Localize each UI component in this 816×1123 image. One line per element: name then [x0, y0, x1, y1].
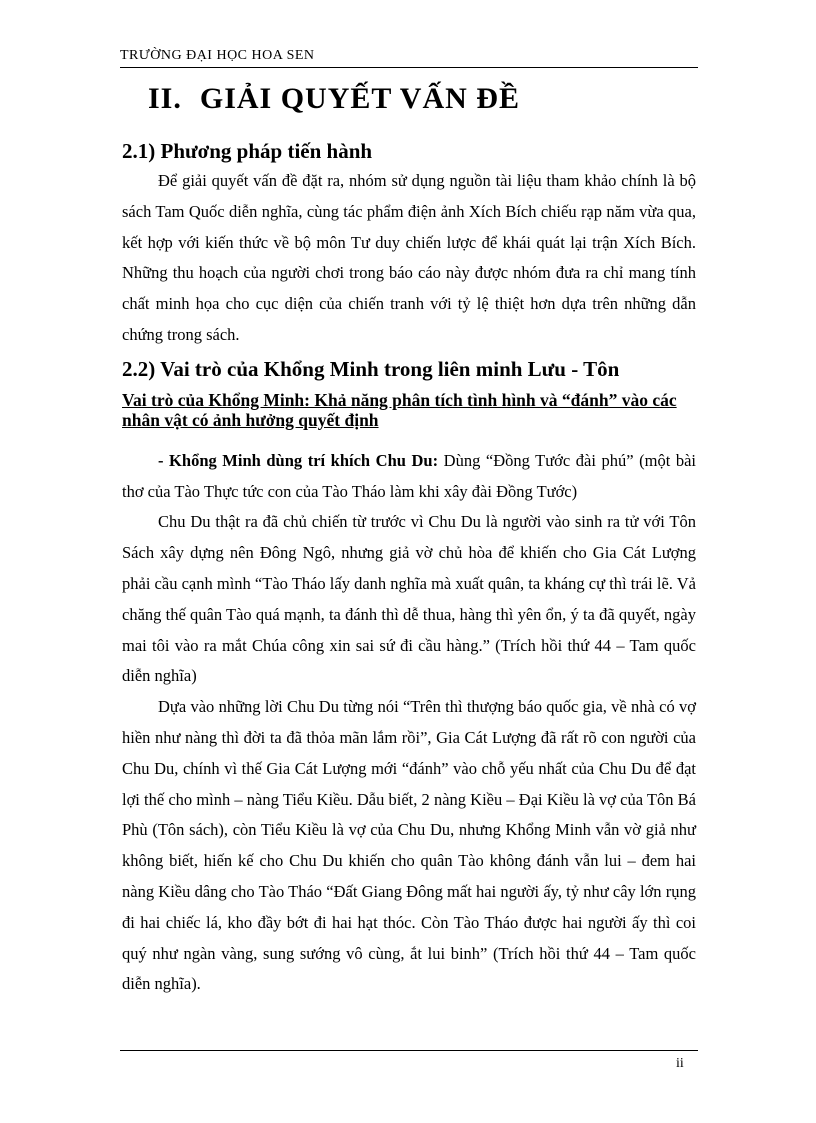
paragraph-lead-rest: Dùng “Đồng Tước đài phú” (một bài thơ của Tào Thực tức con của Tào Tháo làm khi xây đài Đồng Tước) [122, 450, 696, 501]
main-content [122, 136, 696, 1000]
chapter-number: II. [148, 82, 182, 115]
footer-divider [120, 1050, 698, 1051]
header-divider [120, 67, 698, 68]
section-2-1-paragraph: Để giải quyết vấn đề đặt ra, nhóm sử dụng nguồn tài liệu tham khảo chính là bộ sách Tam Quốc diễn nghĩa, cùng tác phẩm điện ảnh Xích Bích chiếu rạp năm vừa qua, kết hợp với kiến thức về bộ môn Tư duy chiến lược để khái quát lại trận Xích Bích. Những thu hoạch của người chơi trong báo cáo này được nhóm đưa ra chỉ mang tính chất minh họa cho cục diện của chiến tranh với tỷ lệ thiệt hơn dựa trên những dẫn chứng trong sách. [122, 171, 696, 344]
section-heading-2-2: 2.2) Vai trò của Khổng Minh trong liên minh Lưu - Tôn [122, 356, 620, 381]
page-number: ii [676, 1056, 684, 1071]
chapter-title-text: GIẢI QUYẾT VẤN ĐỀ [199, 82, 520, 115]
paragraph-tieu-kieu: Dựa vào những lời Chu Du từng nói “Trên thì thượng báo quốc gia, về nhà có vợ hiền như nàng thì đời ta đã thỏa mãn lắm rồi”, Gia Cát Lượng đã rất rõ con người của Chu Du, chính vì thế Gia Cát Lượng mới “đánh” vào chỗ yếu nhất của Chu Du để đạt lợi thế cho mình – nàng Tiểu Kiều. Dẫu biết, 2 nàng Kiều – Đại Kiều là vợ của Tôn Bá Phù (Tôn sách), còn Tiểu Kiều là vợ của Chu Du, nhưng Khổng Minh vẫn vờ giả như không biết, hiến kế cho Chu Du khiến cho quân Tào không đánh vẫn lui – đem hai nàng Kiều dâng cho Tào Tháo “Đất Giang Đông mất hai người ấy, tỷ như cây lớn rụng đi hai chiếc lá, kho đầy bớt đi hai hạt thóc. Còn Tào Tháo được hai người ấy thì coi quý như ngàn vàng, sung sướng vô cùng, ắt lui binh” (Trích hồi thứ 44 – Tam quốc diễn nghĩa). [122, 697, 696, 994]
section-heading-2-1: 2.1) Phương pháp tiến hành [122, 139, 373, 163]
running-header: TRƯỜNG ĐẠI HỌC HOA SEN [120, 48, 315, 63]
section-subheading: Vai trò của Khổng Minh: Khả năng phân tích tình hình và “đánh” vào các nhân vật có ảnh hưởng quyết định [122, 389, 677, 430]
paragraph-khong-minh-chu-du [122, 446, 696, 508]
paragraph-lead: - Khổng Minh dùng trí khích Chu Du: [158, 450, 439, 470]
chapter-title [148, 82, 520, 116]
paragraph-chu-du-chu-chien: Chu Du thật ra đã chủ chiến từ trước vì Chu Du là người vào sinh ra tử với Tôn Sách xây dựng nên Đông Ngô, nhưng giả vờ chủ hòa để khiến cho Gia Cát Lượng phải cầu cạnh mình “Tào Tháo lấy danh nghĩa mà xuất quân, ta kháng cự thì trái lẽ. Vả chăng thế quân Tào quá mạnh, ta đánh thì dễ thua, hàng thì yên ổn, ý ta đã quyết, ngày mai tôi vào ra mắt Chúa công xin sai sứ đi cầu hàng.” (Trích hồi thứ 44 – Tam quốc diễn nghĩa) [122, 512, 696, 686]
